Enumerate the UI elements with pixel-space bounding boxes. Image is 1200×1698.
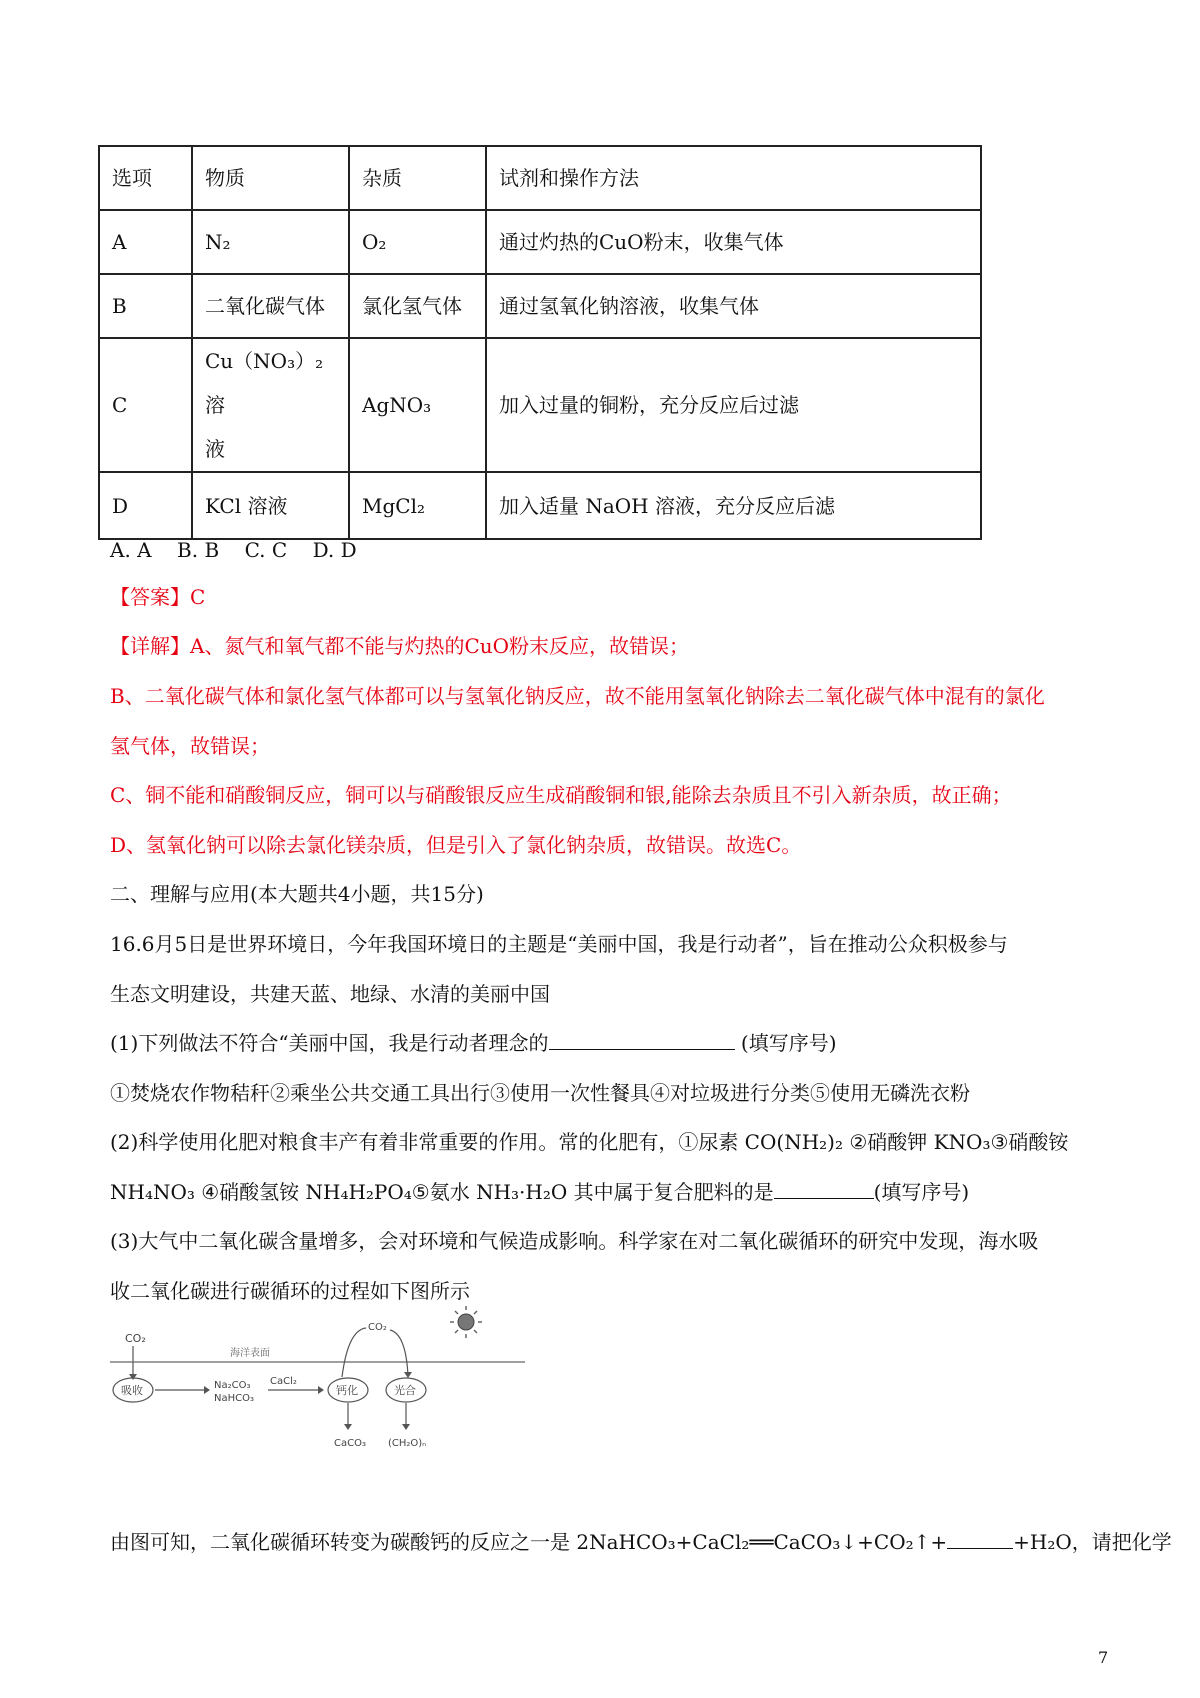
q16-part1-suffix: (填写序号) (734, 1031, 837, 1055)
co2-uptake-arrow (390, 1330, 408, 1376)
arrowhead (318, 1386, 324, 1394)
co2-label-top: CO₂ (125, 1332, 146, 1345)
sea-surface-label: 海洋表面 (230, 1348, 270, 1359)
q16-final-text: 由图可知，二氧化碳循环转变为碳酸钙的反应之一是 2NaHCO₃+CaCl₂══CaCO₃↓+CO₂↑+ (110, 1530, 948, 1554)
cell-option: B (99, 274, 192, 338)
answer-choices: A. A B. B C. C D. D (110, 538, 357, 562)
cacl2-label: CaCl₂ (270, 1376, 297, 1387)
arrowhead (204, 1386, 210, 1394)
cell-substance (192, 338, 349, 472)
explanation-line-5: D、氢氧化钠可以除去氯化镁杂质，但是引入了氯化钠杂质，故错误。故选C。 (110, 833, 802, 857)
table-header-row (99, 146, 981, 210)
cell-method: 加入适量 NaOH 溶液，充分反应后滤 (486, 472, 981, 539)
page-number: 7 (1098, 1648, 1109, 1667)
table-row (99, 472, 981, 539)
arrowhead (129, 1374, 137, 1380)
q16-part2-line1: (2)科学使用化肥对粮食丰产有着非常重要的作用。常的化肥有，①尿素 CO(NH₂)₂ ②硝酸钾 KNO₃③硝酸铵 (110, 1130, 1069, 1154)
answer-blank-1[interactable] (549, 1029, 735, 1050)
table-row (99, 274, 981, 338)
table-row (99, 210, 981, 274)
arrowhead (344, 1424, 352, 1430)
header-method: 试剂和操作方法 (486, 146, 981, 210)
answer-label: 【答案】 (110, 585, 190, 609)
arrowhead (404, 1372, 412, 1378)
answer-blank-3[interactable] (947, 1528, 1013, 1549)
cell-impurity: O₂ (349, 210, 486, 274)
cell-substance-line1: Cu（NO₃）₂溶 (205, 349, 324, 417)
calcify-label: 钙化 (336, 1384, 358, 1397)
q16-intro-1: 16.6月5日是世界环境日，今年我国环境日的主题是“美丽中国，我是行动者”，旨在推动公众积极参与 (110, 932, 1008, 956)
q16-part3-line1: (3)大气中二氧化碳含量增多，会对环境和气候造成影响。科学家在对二氧化碳循环的研究中发现，海水吸 (110, 1229, 1039, 1253)
explanation-label: 【详解】 (110, 634, 190, 658)
carbon-cycle-diagram (110, 1300, 530, 1480)
cell-substance: 二氧化碳气体 (192, 274, 349, 338)
na2co3-label: Na₂CO₃ (214, 1380, 251, 1391)
table-row (99, 338, 981, 472)
cell-option: D (99, 472, 192, 539)
cell-substance: N₂ (192, 210, 349, 274)
header-impurity: 杂质 (349, 146, 486, 210)
explanation-line-3: 氢气体，故错误； (110, 734, 270, 758)
cell-option: C (99, 338, 192, 472)
ch2o-label: (CH₂O)ₙ (388, 1438, 427, 1449)
absorb-label: 吸收 (121, 1384, 143, 1397)
explanation-line-1 (110, 632, 689, 660)
explanation-line-4: C、铜不能和硝酸铜反应，铜可以与硝酸银反应生成硝酸铜和银,能除去杂质且不引入新杂质，故正确； (110, 783, 1012, 807)
cell-method: 加入过量的铜粉，充分反应后过滤 (486, 338, 981, 472)
explanation-text: A、氮气和氧气都不能与灼热的CuO粉末反应，故错误； (190, 634, 690, 658)
co2-release-arrow (342, 1328, 366, 1377)
q16-part2-text: NH₄NO₃ ④硝酸氢铵 NH₄H₂PO₄⑤氨水 NH₃·H₂O 其中属于复合肥料的是 (110, 1180, 774, 1204)
cell-method: 通过氢氧化钠溶液，收集气体 (486, 274, 981, 338)
q16-part2-line2 (110, 1178, 969, 1206)
q16-part2-suffix: (填写序号) (873, 1180, 970, 1204)
photosynthesis-label: 光合 (394, 1384, 416, 1397)
question-table (98, 145, 982, 540)
cell-substance-line2: 液 (205, 437, 225, 461)
cell-method: 通过灼热的CuO粉末，收集气体 (486, 210, 981, 274)
cell-impurity: 氯化氢气体 (349, 274, 486, 338)
answer-value: C (190, 585, 206, 609)
q16-final-suffix: +H₂O，请把化学 (1013, 1530, 1172, 1554)
q16-intro-2: 生态文明建设，共建天蓝、地绿、水清的美丽中国 (110, 982, 550, 1006)
section-heading: 二、理解与应用(本大题共4小题，共15分) (110, 882, 484, 906)
explanation-line-2: B、二氧化碳气体和氯化氢气体都可以与氢氧化钠反应，故不能用氢氧化钠除去二氧化碳气体中混有的氯化 (110, 684, 1045, 708)
answer-blank-2[interactable] (774, 1178, 874, 1199)
cell-substance: KCl 溶液 (192, 472, 349, 539)
q16-part1-options: ①焚烧农作物秸秆②乘坐公共交通工具出行③使用一次性餐具④对垃圾进行分类⑤使用无磷洗衣粉 (110, 1081, 970, 1105)
answer-line (110, 583, 205, 611)
q16-part1 (110, 1029, 837, 1057)
header-option: 选项 (99, 146, 192, 210)
cell-impurity: MgCl₂ (349, 472, 486, 539)
sun-icon (450, 1306, 482, 1338)
caco3-label: CaCO₃ (334, 1438, 366, 1449)
q16-final-line (110, 1528, 1172, 1556)
arrowhead (402, 1424, 410, 1430)
co2-label-mid: CO₂ (368, 1322, 387, 1333)
nahco3-label: NaHCO₃ (214, 1393, 254, 1404)
cell-impurity: AgNO₃ (349, 338, 486, 472)
cell-option: A (99, 210, 192, 274)
header-substance: 物质 (192, 146, 349, 210)
q16-part3-line2: 收二氧化碳进行碳循环的过程如下图所示 (110, 1279, 470, 1303)
q16-part1-text: (1)下列做法不符合“美丽中国，我是行动者理念的 (110, 1031, 549, 1055)
